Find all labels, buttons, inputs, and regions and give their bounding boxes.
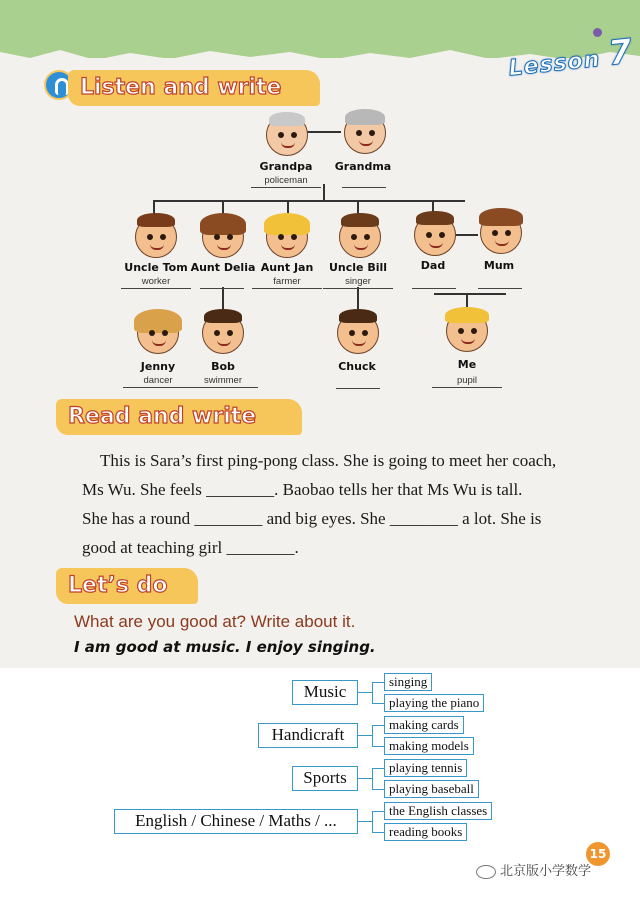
me-face-icon [446, 310, 488, 352]
child-line [357, 200, 359, 214]
connector-line [372, 832, 384, 833]
item-english-classes: the English classes [384, 802, 492, 820]
dad-name: Dad [420, 259, 446, 272]
parents-link [454, 234, 478, 236]
example-sentence: I am good at music. I enjoy singing. [74, 638, 376, 656]
mum-face-icon [480, 212, 522, 254]
item-singing: singing [384, 673, 432, 691]
children-bar [153, 200, 465, 202]
uncle-tom-face-icon [135, 216, 177, 258]
uncle-tom-name: Uncle Tom [124, 261, 188, 274]
connector-line [372, 746, 384, 747]
jenny-name: Jenny [140, 360, 176, 373]
jenny-job: dancer [123, 375, 193, 388]
uncle-bill-name: Uncle Bill [328, 261, 388, 274]
connector-line [358, 821, 372, 822]
grandpa-name: Grandpa [259, 160, 313, 173]
aunt-delia-to-bob-line [222, 287, 224, 309]
chuck-job-blank [336, 376, 380, 389]
bob-job: swimmer [188, 375, 258, 388]
category-music: Music [292, 680, 358, 705]
item-playing-tennis: playing tennis [384, 759, 467, 777]
page-number: 15 [586, 842, 610, 866]
child-line [287, 200, 289, 214]
chuck-name: Chuck [338, 360, 376, 373]
passage-line: good at teaching girl ________. [82, 538, 299, 557]
lesson-number: 7 [606, 31, 635, 74]
uncle-bill-face-icon [339, 216, 381, 258]
passage-line: She has a round ________ and big eyes. She ________ a lot. She is [82, 509, 542, 528]
connector-line [358, 692, 372, 693]
uncle-tom-job: worker [121, 276, 191, 289]
connector-line [358, 735, 372, 736]
connector-line [372, 703, 384, 704]
wechat-icon [476, 865, 496, 879]
connector-line [372, 811, 384, 812]
grandma-name: Grandma [334, 160, 392, 173]
dad-job-blank [412, 276, 456, 289]
section-title-listen: Listen and write [68, 70, 320, 106]
mum-name: Mum [483, 259, 515, 272]
passage-line: This is Sara’s first ping-pong class. She is going to meet her coach, [100, 451, 557, 470]
bob-name: Bob [211, 360, 235, 373]
child-line [222, 200, 224, 214]
aunt-jan-job: farmer [252, 276, 322, 289]
connector-line [372, 725, 373, 746]
item-making-models: making models [384, 737, 474, 755]
item-making-cards: making cards [384, 716, 464, 734]
family-tree [0, 100, 640, 400]
item-playing-baseball: playing baseball [384, 780, 479, 798]
section-title-read: Read and write [56, 399, 302, 435]
read-passage [82, 446, 602, 562]
connector-line [358, 778, 372, 779]
grandparents-down-line [323, 184, 325, 200]
mum-job-blank [478, 276, 522, 289]
connector-line [372, 789, 384, 790]
item-reading-books: reading books [384, 823, 467, 841]
connector-line [372, 682, 384, 683]
category-sports: Sports [292, 766, 358, 791]
lesson-word: Lesson [507, 46, 602, 82]
child-line [153, 200, 155, 214]
aunt-jan-face-icon [266, 216, 308, 258]
me-job: pupil [432, 375, 502, 388]
watermark-text: 北京版小学数学 [500, 864, 592, 879]
uncle-bill-to-chuck-line [357, 287, 359, 309]
watermark [476, 860, 591, 879]
jenny-face-icon [137, 312, 179, 354]
question-text: What are you good at? Write about it. [74, 612, 356, 631]
lesson-dot-icon [593, 28, 602, 37]
connector-line [372, 768, 373, 789]
parents-to-me-bar [434, 293, 506, 295]
parents-to-me-line [466, 293, 468, 307]
aunt-delia-job-blank [200, 276, 244, 289]
category-subjects: English / Chinese / Maths / ... [114, 809, 358, 834]
grandpa-job: policeman [251, 175, 321, 188]
section-title-do: Let’s do [56, 568, 198, 604]
me-name: Me [457, 358, 477, 371]
dad-face-icon [414, 214, 456, 256]
grandpa-face-icon [266, 114, 308, 156]
bob-face-icon [202, 312, 244, 354]
chuck-face-icon [337, 312, 379, 354]
item-playing-piano: playing the piano [384, 694, 484, 712]
connector-line [372, 725, 384, 726]
connector-line [372, 682, 373, 703]
uncle-bill-job: singer [323, 276, 393, 289]
aunt-delia-name: Aunt Delia [190, 261, 256, 274]
category-handicraft: Handicraft [258, 723, 358, 748]
aunt-delia-face-icon [202, 216, 244, 258]
passage-line: Ms Wu. She feels ________. Baobao tells her that Ms Wu is tall. [82, 480, 523, 499]
grandma-job-blank [342, 175, 386, 188]
connector-line [372, 811, 373, 832]
grandma-face-icon [344, 112, 386, 154]
connector-line [372, 768, 384, 769]
grandparents-link [305, 131, 341, 133]
aunt-jan-name: Aunt Jan [260, 261, 314, 274]
